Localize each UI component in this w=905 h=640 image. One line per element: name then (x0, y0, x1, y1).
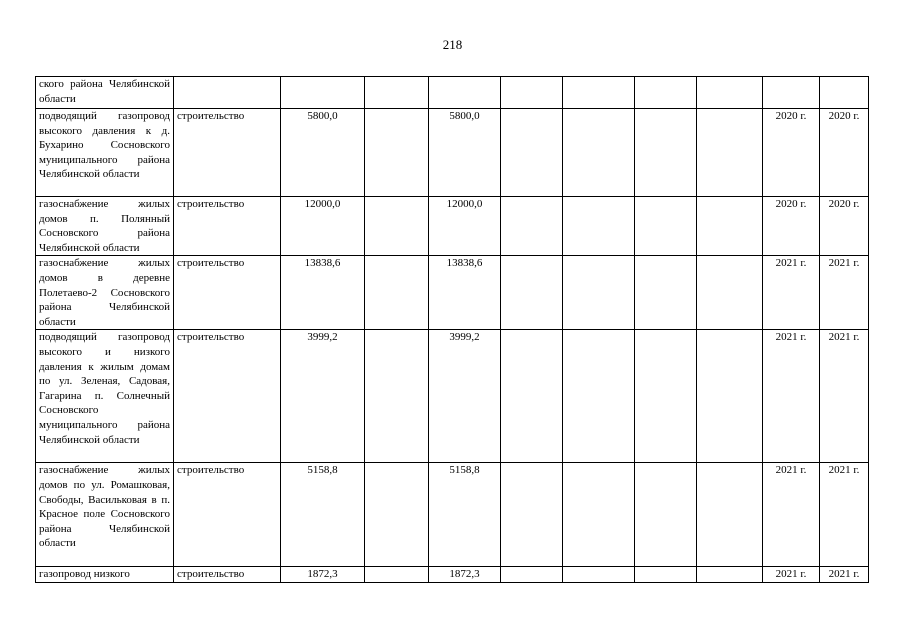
work-type-cell: строительство (174, 463, 281, 567)
empty-cell (501, 330, 563, 463)
amount-cell: 3999,2 (429, 330, 501, 463)
object-name-cell: газоснабжение жилых домов п. Полянный Сосновского района Челябинской области (36, 197, 174, 256)
empty-cell (563, 256, 635, 330)
work-type-cell: строительство (174, 567, 281, 583)
end-year-cell: 2021 г. (820, 330, 869, 463)
empty-cell (563, 77, 635, 109)
object-name-cell: газоснабжение жилых домов по ул. Ромашковая, Свободы, Васильковая в п. Красное поле Сосновского района Челябинской области (36, 463, 174, 567)
empty-cell (365, 567, 429, 583)
start-year-cell: 2020 г. (763, 197, 820, 256)
amount-cell: 1872,3 (429, 567, 501, 583)
empty-cell (365, 330, 429, 463)
empty-cell (697, 77, 763, 109)
table-row (36, 567, 869, 583)
empty-cell (501, 567, 563, 583)
table-row (36, 77, 869, 109)
start-year-cell: 2021 г. (763, 256, 820, 330)
start-year-cell: 2021 г. (763, 463, 820, 567)
start-year-cell (763, 77, 820, 109)
amount-cell: 1872,3 (281, 567, 365, 583)
amount-cell: 3999,2 (281, 330, 365, 463)
empty-cell (635, 330, 697, 463)
table-row (36, 109, 869, 197)
table-row (36, 330, 869, 463)
amount-cell: 13838,6 (429, 256, 501, 330)
amount-cell: 12000,0 (281, 197, 365, 256)
empty-cell (563, 567, 635, 583)
start-year-cell: 2020 г. (763, 109, 820, 197)
object-name-cell: подводящий газопровод высокого и низкого давления к жилым домам по ул. Зеленая, Садовая, Гагарина п. Солнечный Сосновского муниципального района Челябинской области (36, 330, 174, 463)
object-name-cell: газоснабжение жилых домов в деревне Полетаево-2 Сосновского района Челябинской области (36, 256, 174, 330)
end-year-cell: 2020 г. (820, 109, 869, 197)
amount-cell: 5800,0 (281, 109, 365, 197)
amount-cell: 12000,0 (429, 197, 501, 256)
empty-cell (697, 197, 763, 256)
amount-cell (281, 77, 365, 109)
start-year-cell: 2021 г. (763, 567, 820, 583)
empty-cell (365, 197, 429, 256)
work-type-cell (174, 77, 281, 109)
empty-cell (563, 197, 635, 256)
work-type-cell: строительство (174, 330, 281, 463)
amount-cell (429, 77, 501, 109)
empty-cell (501, 256, 563, 330)
work-type-cell: строительство (174, 109, 281, 197)
table-row (36, 197, 869, 256)
end-year-cell: 2021 г. (820, 256, 869, 330)
start-year-cell: 2021 г. (763, 330, 820, 463)
amount-cell: 5158,8 (281, 463, 365, 567)
empty-cell (563, 330, 635, 463)
empty-cell (697, 567, 763, 583)
empty-cell (697, 330, 763, 463)
empty-cell (365, 77, 429, 109)
empty-cell (635, 77, 697, 109)
empty-cell (635, 256, 697, 330)
empty-cell (635, 463, 697, 567)
work-type-cell: строительство (174, 256, 281, 330)
data-table (35, 76, 869, 583)
end-year-cell: 2021 г. (820, 463, 869, 567)
empty-cell (697, 463, 763, 567)
table-row (36, 463, 869, 567)
empty-cell (697, 256, 763, 330)
end-year-cell (820, 77, 869, 109)
empty-cell (365, 109, 429, 197)
empty-cell (635, 109, 697, 197)
empty-cell (365, 463, 429, 567)
table-row (36, 256, 869, 330)
empty-cell (563, 463, 635, 567)
amount-cell: 5158,8 (429, 463, 501, 567)
empty-cell (635, 567, 697, 583)
work-type-cell: строительство (174, 197, 281, 256)
empty-cell (563, 109, 635, 197)
object-name-cell: ского района Челябинской области (36, 77, 174, 109)
empty-cell (697, 109, 763, 197)
amount-cell: 13838,6 (281, 256, 365, 330)
empty-cell (365, 256, 429, 330)
empty-cell (635, 197, 697, 256)
end-year-cell: 2020 г. (820, 197, 869, 256)
amount-cell: 5800,0 (429, 109, 501, 197)
object-name-cell: подводящий газопровод высокого давления к д. Бухарино Сосновского муниципального района Челябинской области (36, 109, 174, 197)
empty-cell (501, 463, 563, 567)
object-name-cell: газопровод низкого (36, 567, 174, 583)
end-year-cell: 2021 г. (820, 567, 869, 583)
empty-cell (501, 197, 563, 256)
empty-cell (501, 109, 563, 197)
page-number: 218 (442, 37, 463, 52)
empty-cell (501, 77, 563, 109)
